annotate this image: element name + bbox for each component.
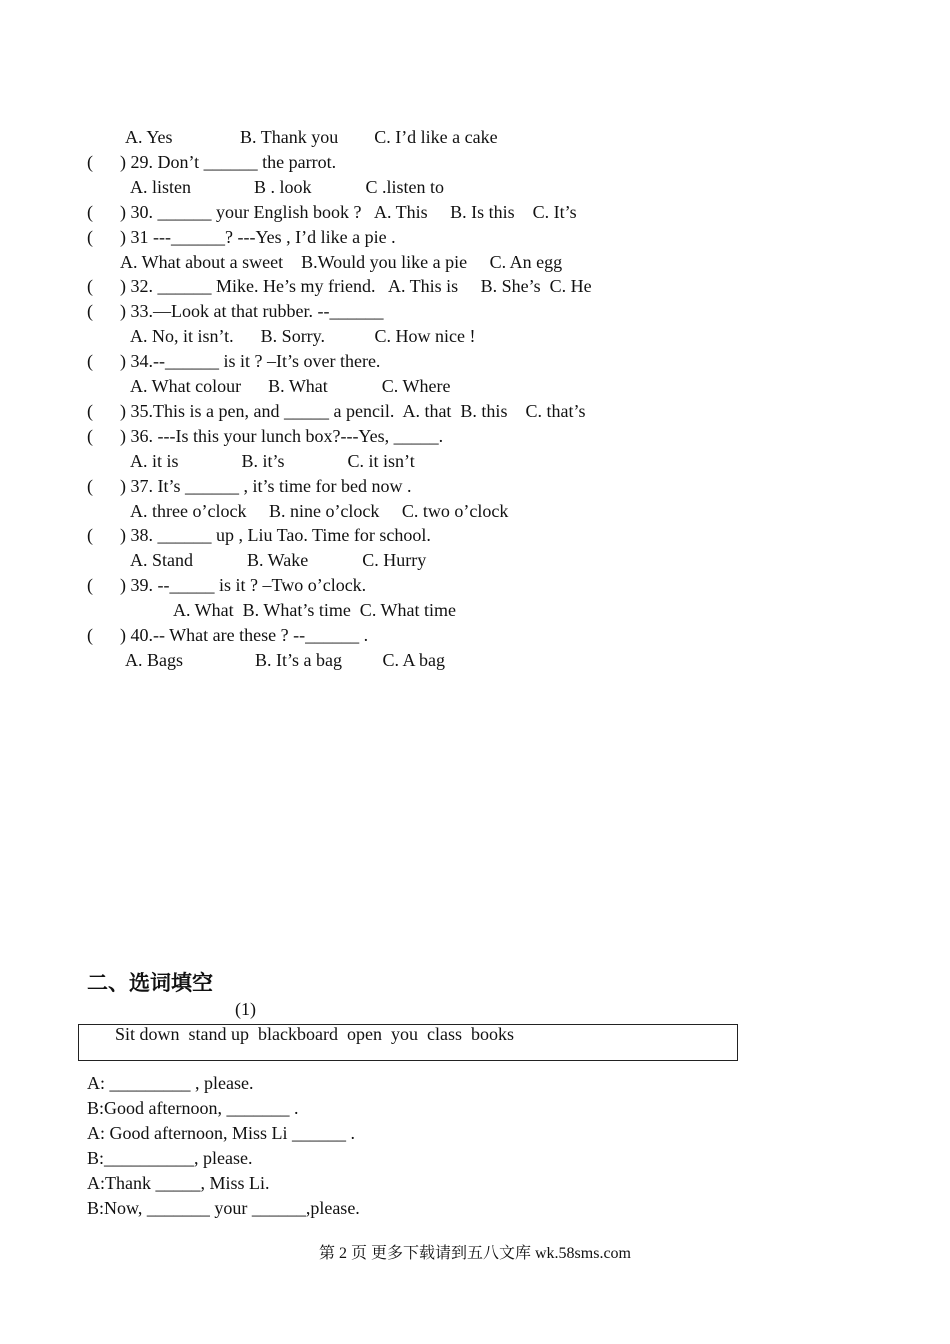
options-q33: A. No, it isn’t. B. Sorry. C. How nice ! [130, 326, 476, 346]
word-bank-box [78, 1024, 738, 1061]
question-31: ( ) 31 ---______? ---Yes , I’d like a pie . [87, 227, 396, 247]
question-37: ( ) 37. It’s ______ , it’s time for bed now . [87, 476, 412, 496]
dialogue-line: B:Now, _______ your ______,please. [87, 1198, 360, 1218]
section-heading: 二、选词填空 [87, 971, 213, 995]
part-number: (1) [235, 999, 256, 1019]
options-q31: A. What about a sweet B.Would you like a pie C. An egg [120, 252, 563, 272]
dialogue-line: A: _________ , please. [87, 1073, 254, 1093]
dialogue-line: A: Good afternoon, Miss Li ______ . [87, 1123, 355, 1143]
question-35: ( ) 35.This is a pen, and _____ a pencil. A. that B. this C. that’s [87, 401, 586, 421]
question-33: ( ) 33.—Look at that rubber. --______ [87, 301, 384, 321]
word-bank: Sit down stand up blackboard open you class books [115, 1024, 514, 1044]
dialogue-line: A:Thank _____, Miss Li. [87, 1173, 270, 1193]
question-29: ( ) 29. Don’t ______ the parrot. [87, 152, 337, 172]
options-q37: A. three o’clock B. nine o’clock C. two o’clock [130, 501, 509, 521]
options-q39: A. What B. What’s time C. What time [173, 600, 456, 620]
question-34: ( ) 34.--______ is it ? –It’s over there. [87, 351, 381, 371]
options-q34: A. What colour B. What C. Where [130, 376, 451, 396]
options-q40: A. Bags B. It’s a bag C. A bag [125, 650, 445, 670]
options-q38: A. Stand B. Wake C. Hurry [130, 550, 427, 570]
question-40: ( ) 40.-- What are these ? --______ . [87, 625, 369, 645]
question-39: ( ) 39. --_____ is it ? –Two o’clock. [87, 575, 367, 595]
question-36: ( ) 36. ---Is this your lunch box?---Yes, _____. [87, 426, 444, 446]
options-q29: A. listen B . look C .listen to [130, 177, 445, 197]
options-q28: A. Yes B. Thank you C. I’d like a cake [125, 127, 498, 147]
question-30: ( ) 30. ______ your English book ? A. This B. Is this C. It’s [87, 202, 577, 222]
dialogue-line: B:__________, please. [87, 1148, 253, 1168]
options-q36: A. it is B. it’s C. it isn’t [130, 451, 415, 471]
dialogue-line: B:Good afternoon, _______ . [87, 1098, 299, 1118]
page-footer: 第 2 页 更多下载请到五八文库 wk.58sms.com [318, 1245, 631, 1262]
question-32: ( ) 32. ______ Mike. He’s my friend. A. This is B. She’s C. He [87, 276, 592, 296]
question-38: ( ) 38. ______ up , Liu Tao. Time for school. [87, 525, 431, 545]
